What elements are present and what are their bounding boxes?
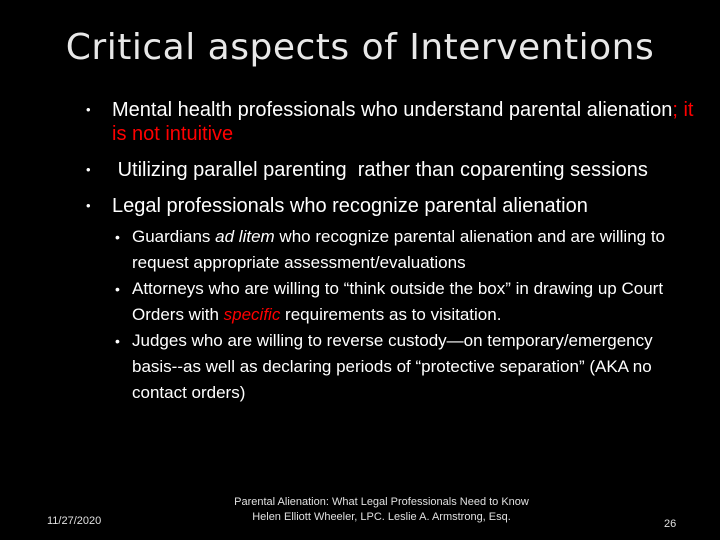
- sub-bullet-highlight: specific: [223, 305, 281, 324]
- bullet-icon: •: [115, 333, 120, 349]
- bullet-icon: •: [86, 198, 91, 213]
- slide-title: Critical aspects of Interventions: [65, 27, 655, 68]
- bullet-icon: •: [115, 281, 120, 297]
- sub-bullet-item-2: [115, 276, 692, 328]
- footer-line-1: Parental Alienation: What Legal Professionals Need to Know: [234, 496, 529, 508]
- bullet-icon: •: [86, 102, 91, 117]
- sub-bullet-text: Guardians: [132, 227, 216, 246]
- footer-text: [200, 495, 563, 525]
- bullet-item-3: [86, 194, 702, 218]
- bullet-text: Mental health professionals who understand parental alienation: [112, 99, 673, 121]
- bullet-text: Utilizing parallel parenting rather than coparenting sessions: [112, 159, 648, 181]
- sub-bullet-text: requirements as to visitation.: [280, 305, 502, 324]
- slide-content: [86, 98, 702, 406]
- bullet-highlight: ; it is not intuitive: [112, 99, 694, 145]
- bullet-item-1: [86, 98, 702, 146]
- sub-bullet-italic: ad litem: [215, 227, 275, 246]
- sub-bullet-item-3: [115, 328, 692, 406]
- sub-bullet-text: Attorneys who are willing to “think outside the box” in drawing up Court Orders with: [132, 279, 668, 324]
- footer-date: 11/27/2020: [47, 515, 102, 527]
- bullet-item-2: [86, 158, 702, 182]
- sub-bullet-item-1: [115, 224, 692, 276]
- bullet-text: Legal professionals who recognize parental alienation: [112, 195, 588, 217]
- bullet-icon: •: [115, 229, 120, 245]
- sub-bullet-text: who recognize parental alienation and are willing to request appropriate assessment/evaluations: [132, 227, 670, 272]
- page-number: 26: [664, 518, 677, 530]
- sub-bullet-text: Judges who are willing to reverse custody—on temporary/emergency basis--as well as declaring periods of “protective separation” (AKA no contact orders): [132, 331, 653, 402]
- bullet-icon: •: [86, 162, 91, 177]
- sub-bullet-list: [115, 224, 692, 406]
- footer-line-2: Helen Elliott Wheeler, LPC. Leslie A. Armstrong, Esq.: [252, 511, 511, 523]
